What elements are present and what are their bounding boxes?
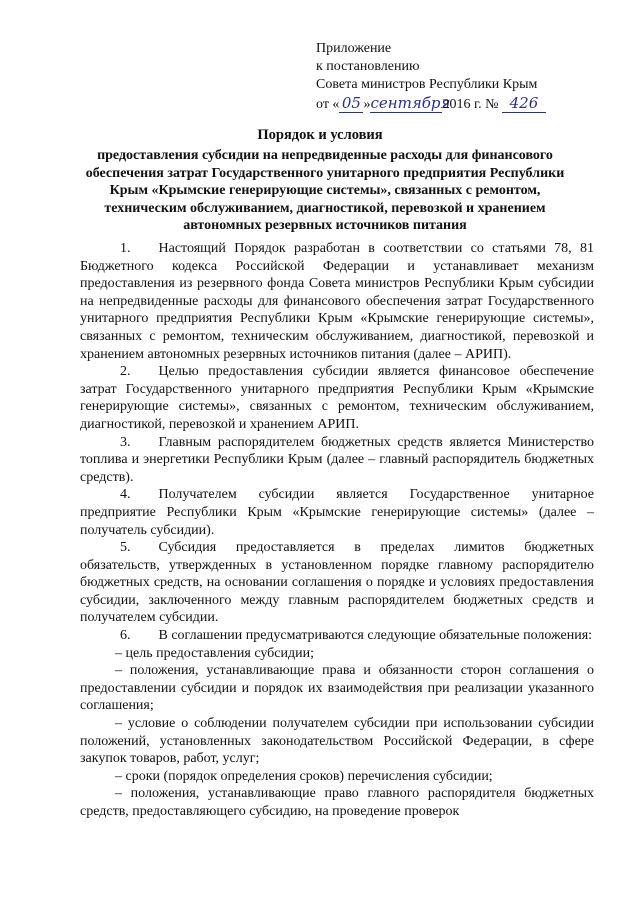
paragraph-1: 1. Настоящий Порядок разработан в соответствии со статьями 78, 81 Бюджетного кодекса Российской Федерации и устанавливает механизм предоставления из резервного фонда Совета министров Республики Крым субсидии на непредвиденные расходы для финансового обеспечения затрат Государственного унитарного предприятия Республики Крым «Крымские генерирующие системы», связанных с ремонтом, техническим обслуживанием, диагностикой, перевозкой и хранением автономных резервных источников питания (далее – АРИП). (80, 241, 594, 362)
document-title: Порядок и условия (257, 127, 383, 143)
annex-issuer: Совета министров Республики Крым (316, 77, 538, 92)
list-item: – цель предоставления субсидии; (115, 645, 315, 661)
list-item: – положения, устанавливающие право главного распорядителя бюджетных средств, предоставляющего субсидию, на проведение проверок (80, 786, 594, 819)
date-year: 2016 г. № (442, 97, 499, 112)
list-item: – сроки (порядок определения сроков) перечисления субсидии; (115, 768, 493, 784)
paragraph-3: 3. Главным распорядителем бюджетных средств является Министерство топлива и энергетики Республики Крым (далее – главный распорядитель бюджетных средств). (80, 434, 594, 485)
list-item: – условие о соблюдении получателем субсидии при использовании субсидии положений, установленных законодательством Российской Федерации, в сфере закупок товаров, работ, услуг; (80, 716, 594, 767)
paragraph-6: 6. В соглашении предусматриваются следующие обязательные положения: (120, 628, 593, 644)
paragraph-2: 2. Целью предоставления субсидии является финансовое обеспечение затрат Государственного унитарного предприятия Республики Крым «Крымские генерирующие системы», связанных с ремонтом, техническим обслуживанием, диагностикой, перевозкой и хранением АРИП. (80, 364, 594, 432)
date-mid: » (363, 97, 371, 112)
date-prefix: от « (316, 97, 340, 112)
annex-label: Приложение (316, 41, 392, 56)
handwritten-day: 05 (339, 94, 363, 113)
document-subtitle: предоставления субсидии на непредвиденные расходы для финансового обеспечения затрат Государственного унитарного предприятия Республики Крым «Крымские генерирующие системы», связанных с ремонтом, техническим обслуживанием, диагностикой, перевозкой и хранением автономных резервных источников питания (85, 148, 565, 234)
handwritten-month: сентября (370, 94, 451, 112)
annex-block (316, 40, 616, 114)
paragraph-4: 4. Получателем субсидии является Государственное унитарное предприятие Республики Крым «Крымские генерирующие системы» (далее – получатель субсидии). (80, 487, 594, 538)
annex-resolution-ref: к постановлению (316, 59, 420, 74)
paragraph-5: 5. Субсидия предоставляется в пределах лимитов бюджетных обязательств, утвержденных в установленном порядке главному распорядителю бюджетных средств, на основании соглашения о порядке и условиях предоставления субсидии, заключенного между главным распорядителем бюджетных средств и получателем субсидии. (80, 540, 594, 626)
list-item: – положения, устанавливающие права и обязанности сторон соглашения о предоставлении субсидии и порядок их взаимодействия при реализации указанного соглашения; (80, 663, 594, 714)
annex-date-line (316, 94, 616, 114)
handwritten-doc-number: 426 (502, 94, 546, 113)
document-body (80, 240, 594, 821)
